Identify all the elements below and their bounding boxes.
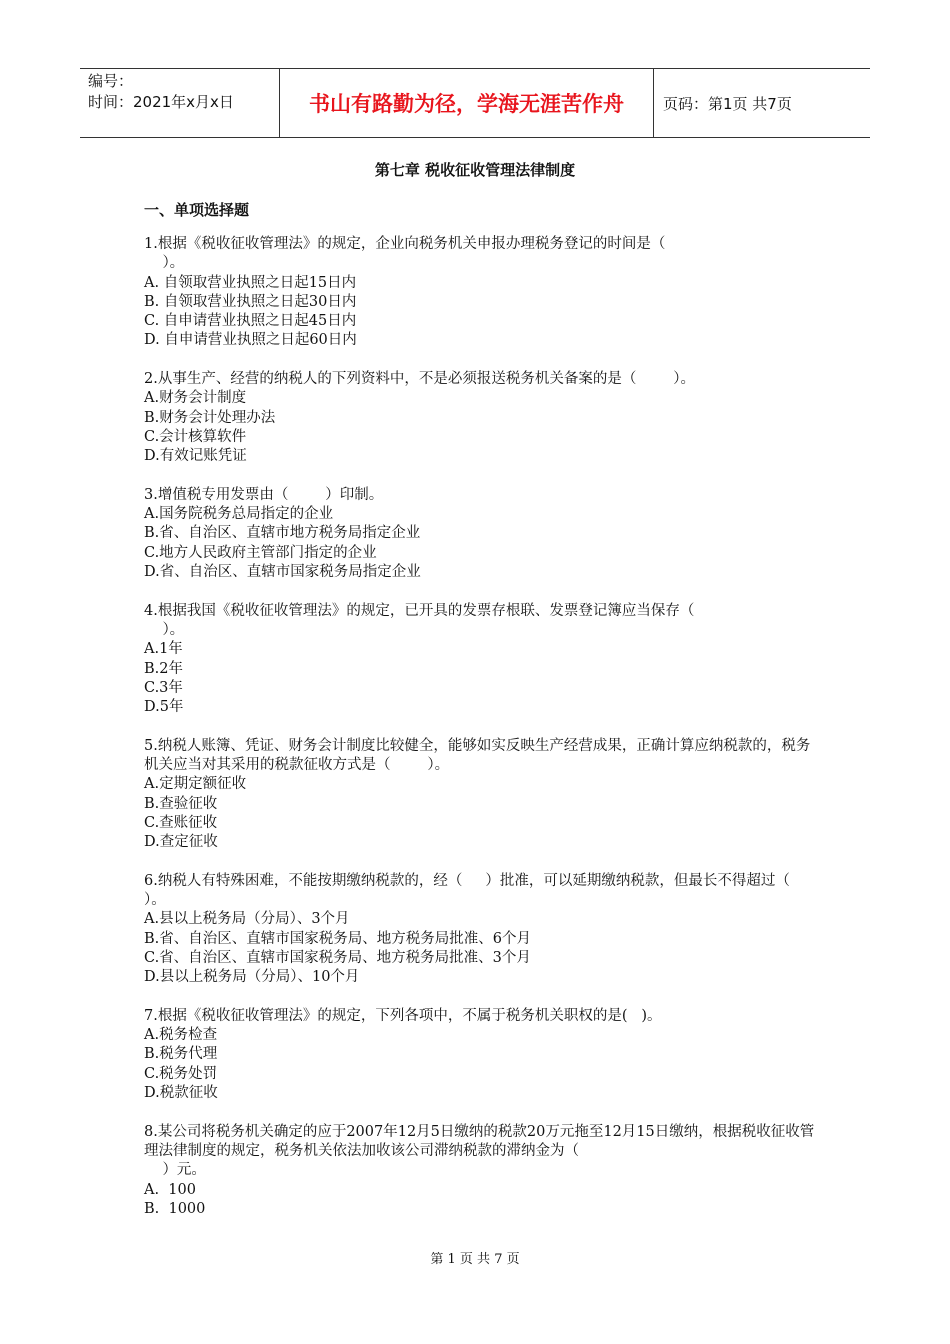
chapter-title: 第七章 税收征收管理法律制度 bbox=[374, 161, 576, 179]
answer-option: C.地方人民政府主管部门指定的企业 bbox=[144, 544, 377, 561]
answer-option: D.5年 bbox=[144, 699, 184, 716]
question-text: 2.从事生产、经营的纳税人的下列资料中，不是必须报送税务机关备案的是（ ）。 bbox=[144, 371, 695, 388]
answer-option: A.定期定额征收 bbox=[144, 776, 247, 793]
answer-option: D.省、自治区、直辖市国家税务局指定企业 bbox=[144, 564, 421, 581]
answer-option: C.会计核算软件 bbox=[144, 428, 247, 445]
question-item bbox=[144, 602, 824, 718]
question-text: 7.根据《税收征收管理法》的规定，下列各项中，不属于税务机关职权的是( )。 bbox=[144, 1007, 662, 1024]
answer-option: B.查验征收 bbox=[144, 795, 218, 812]
answer-option: C.查账征收 bbox=[144, 814, 218, 831]
answer-option: A.1年 bbox=[144, 641, 183, 658]
question-text: 3.增值税专用发票由（ ）印制。 bbox=[144, 486, 384, 503]
question-text: 8.某公司将税务机关确定的应于2007年12月5日缴纳的税款20万元拖至12月15日缴纳，根据税收征收管理法律制度的规定，税务机关依法加收该公司滞纳税款的滞纳金为（ ）元。 bbox=[144, 1123, 815, 1179]
question-text: 4.根据我国《税收征收管理法》的规定，已开具的发票存根联、发票登记簿应当保存（ ）。 bbox=[144, 602, 695, 638]
header-table bbox=[80, 68, 870, 138]
question-text: 1.根据《税收征收管理法》的规定，企业向税务机关申报办理税务登记的时间是（ ）。 bbox=[144, 236, 666, 272]
page-info: 页码：第1页 共7页 bbox=[663, 94, 792, 113]
motto: 书山有路勤为径，学海无涯苦作舟 bbox=[280, 69, 654, 137]
answer-option: A.县以上税务局（分局）、3个月 bbox=[144, 911, 350, 928]
answer-option: D.有效记账凭证 bbox=[144, 448, 247, 465]
answer-option: B.税务代理 bbox=[144, 1046, 218, 1063]
question-text: 6.纳税人有特殊困难，不能按期缴纳税款的，经（ ）批准，可以延期缴纳税款，但最长不得超过（ ）。 bbox=[144, 872, 827, 909]
page-footer: 第 1 页 共 7 页 bbox=[430, 1252, 520, 1267]
question-item bbox=[144, 235, 824, 351]
question-item bbox=[144, 1123, 824, 1219]
question-item bbox=[144, 737, 824, 853]
answer-option: A.税务检查 bbox=[144, 1027, 218, 1044]
answer-option: C.省、自治区、直辖市国家税务局、地方税务局批准、3个月 bbox=[144, 949, 531, 966]
answer-option: A. 自领取营业执照之日起15日内 bbox=[144, 274, 357, 291]
answer-option: B.省、自治区、直辖市地方税务局指定企业 bbox=[144, 525, 421, 542]
answer-option: B.省、自治区、直辖市国家税务局、地方税务局批准、6个月 bbox=[144, 930, 531, 947]
answer-option: C.税务处罚 bbox=[144, 1065, 218, 1082]
number-label: 编号： bbox=[88, 72, 134, 90]
answer-option: A. 100 bbox=[144, 1181, 196, 1198]
answer-option: B. 1000 bbox=[144, 1200, 206, 1217]
question-item bbox=[144, 486, 824, 582]
answer-option: B.2年 bbox=[144, 660, 183, 677]
answer-option: A.国务院税务总局指定的企业 bbox=[144, 506, 334, 523]
header-meta bbox=[80, 69, 280, 137]
question-item bbox=[144, 1007, 824, 1103]
answer-option: D.税款征收 bbox=[144, 1085, 218, 1102]
answer-option: A.财务会计制度 bbox=[144, 390, 247, 407]
answer-option: D.县以上税务局（分局）、10个月 bbox=[144, 969, 360, 986]
time-label: 时间：2021年x月x日 bbox=[88, 93, 234, 111]
answer-option: C.3年 bbox=[144, 679, 183, 696]
section-heading: 一、单项选择题 bbox=[144, 201, 250, 219]
answer-option: B. 自领取营业执照之日起30日内 bbox=[144, 293, 357, 310]
answer-option: D.查定征收 bbox=[144, 834, 218, 851]
answer-option: C. 自申请营业执照之日起45日内 bbox=[144, 313, 357, 330]
answer-option: B.财务会计处理办法 bbox=[144, 409, 276, 426]
question-list bbox=[144, 235, 827, 1238]
question-item bbox=[144, 872, 827, 988]
question-text: 5.纳税人账簿、凭证、财务会计制度比较健全，能够如实反映生产经营成果，正确计算应纳税款的，税务机关应当对其采用的税款征收方式是（ ）。 bbox=[144, 737, 811, 774]
answer-option: D. 自申请营业执照之日起60日内 bbox=[144, 332, 357, 349]
question-item bbox=[144, 370, 824, 466]
